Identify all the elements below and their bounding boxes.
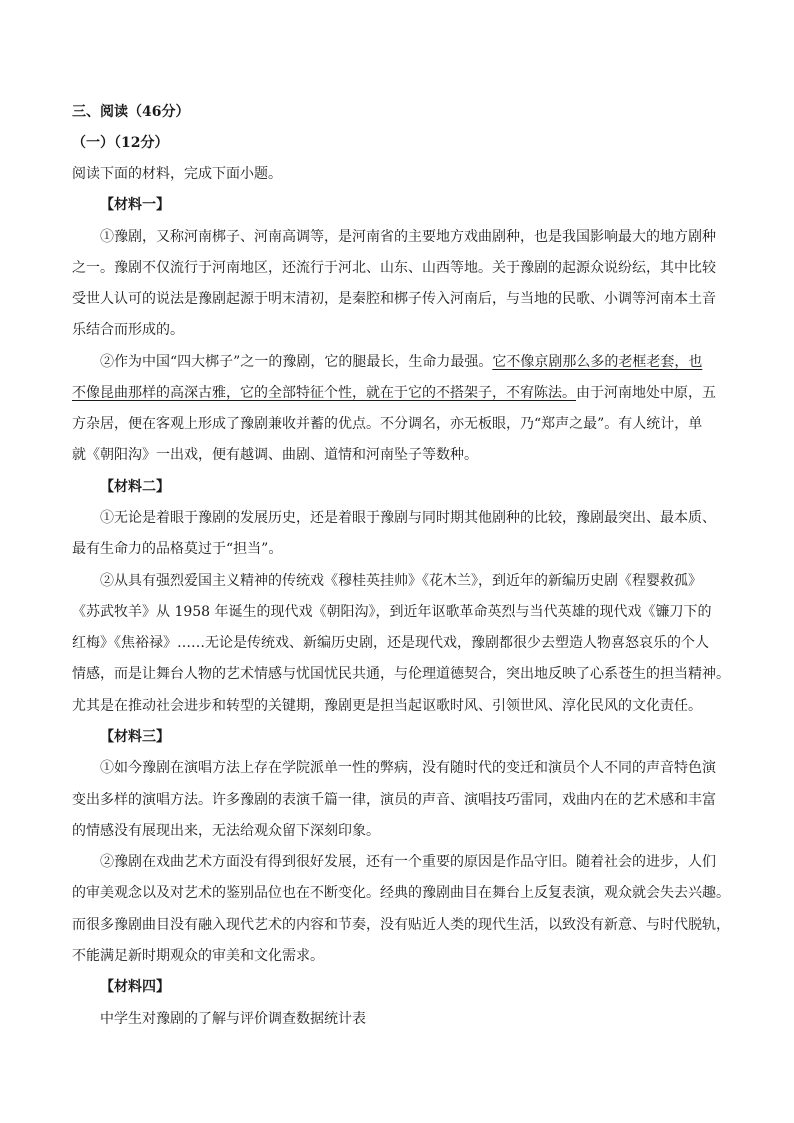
plain-text: ②作为中国“四大梆子”之一的豫剧，它的腿最长，生命力最强。 [100, 354, 493, 370]
paragraph-line: 乐结合而形成的。 [72, 322, 184, 338]
section-heading: 三、阅读（46分） [72, 104, 190, 120]
paragraph-line [100, 352, 702, 372]
paragraph-line: ①如今豫剧在演唱方法上存在学院派单一性的弊病，没有随时代的变迁和演员个人不同的声音特色演 [100, 760, 716, 776]
paragraph-line: 红梅》《焦裕禄》……无论是传统戏、新编历史剧，还是现代戏，豫剧都很少去塑造人物喜怒哀乐的个人 [72, 635, 709, 651]
paragraph-line: 变出多样的演唱方法。许多豫剧的表演千篇一律，演员的声音、演唱技巧雷同，戏曲内在的艺术感和丰富 [72, 792, 716, 808]
underlined-text: 不像昆曲那样的高深古雅，它的全部特征个性，就在于它的不搭架子，不宥陈法。 [72, 385, 576, 401]
table-title: 中学生对豫剧的了解与评价调查数据统计表 [100, 1011, 366, 1027]
paragraph-line: ②从具有强烈爱国主义精神的传统戏《穆桂英挂帅》《花木兰》，到近年的新编历史剧《程婴救孤》 [100, 573, 702, 589]
paragraph-line: 方杂居，便在客观上形成了豫剧兼收并蓄的优点。不分调名，亦无板眼，乃“郑声之最”。有人统计，单 [72, 416, 703, 432]
paragraph-line: 的审美观念以及对艺术的鉴别品位也在不断变化。经典的豫剧曲目在舞台上反复表演，观众就会失去兴趣。 [72, 885, 730, 901]
underlined-text: 它不像京剧那么多的老框老套，也 [492, 354, 703, 370]
instruction-text: 阅读下面的材料，完成下面小题。 [72, 166, 282, 182]
plain-text: 由于河南地处中原，五 [576, 385, 716, 401]
paragraph-line: ②豫剧在戏曲艺术方面没有得到很好发展，还有一个重要的原因是作品守旧。随着社会的进步，人们 [100, 854, 716, 870]
paragraph-line: 受世人认可的说法是豫剧起源于明末清初，是秦腔和梆子传入河南后，与当地的民歌、小调等河南本土音 [72, 291, 716, 307]
paragraph-line: 就《朝阳沟》一出戏，便有越调、曲剧、道情和河南坠子等数种。 [72, 447, 478, 463]
paragraph-line: 情感，而是让舞台人物的艺术情感与忧国忧民共通，与伦理道德契合，突出地反映了心系苍生的担当精神。 [72, 666, 730, 682]
sub-heading: （一）（12分） [72, 135, 169, 151]
paragraph-line: 《苏武牧羊》从 1958 年诞生的现代戏《朝阳沟》，到近年讴歌革命英烈与当代英雄的现代戏《镰刀下的 [72, 604, 712, 620]
paragraph-line: 最有生命力的品格莫过于“担当”。 [72, 541, 283, 557]
paragraph-line: 而很多豫剧曲目没有融入现代艺术的内容和节奏，没有贴近人类的现代生活，以致没有新意、与时代脱轨， [72, 917, 730, 933]
material-3-label: 【材料三】 [100, 729, 170, 745]
material-1-label: 【材料一】 [100, 197, 170, 213]
paragraph-line: 之一。豫剧不仅流行于河南地区，还流行于河北、山东、山西等地。关于豫剧的起源众说纷纭，其中比较 [72, 260, 716, 276]
material-2-label: 【材料二】 [100, 479, 170, 495]
paragraph-line: ①豫剧，又称河南梆子、河南高调等，是河南省的主要地方戏曲剧种，也是我国影响最大的地方剧种 [100, 229, 716, 245]
paragraph-line: 的情感没有展现出来，无法给观众留下深刻印象。 [72, 823, 380, 839]
material-4-label: 【材料四】 [100, 979, 170, 995]
paragraph-line: 尤其是在推动社会进步和转型的关键期，豫剧更是担当起讴歌时风、引领世风、淳化民风的文化责任。 [72, 698, 702, 714]
paragraph-line: 不能满足新时期观众的审美和文化需求。 [72, 948, 324, 964]
paragraph-line: ①无论是着眼于豫剧的发展历史，还是着眼于豫剧与同时期其他剧种的比较，豫剧最突出、最本质、 [100, 510, 716, 526]
paragraph-line [72, 383, 716, 403]
